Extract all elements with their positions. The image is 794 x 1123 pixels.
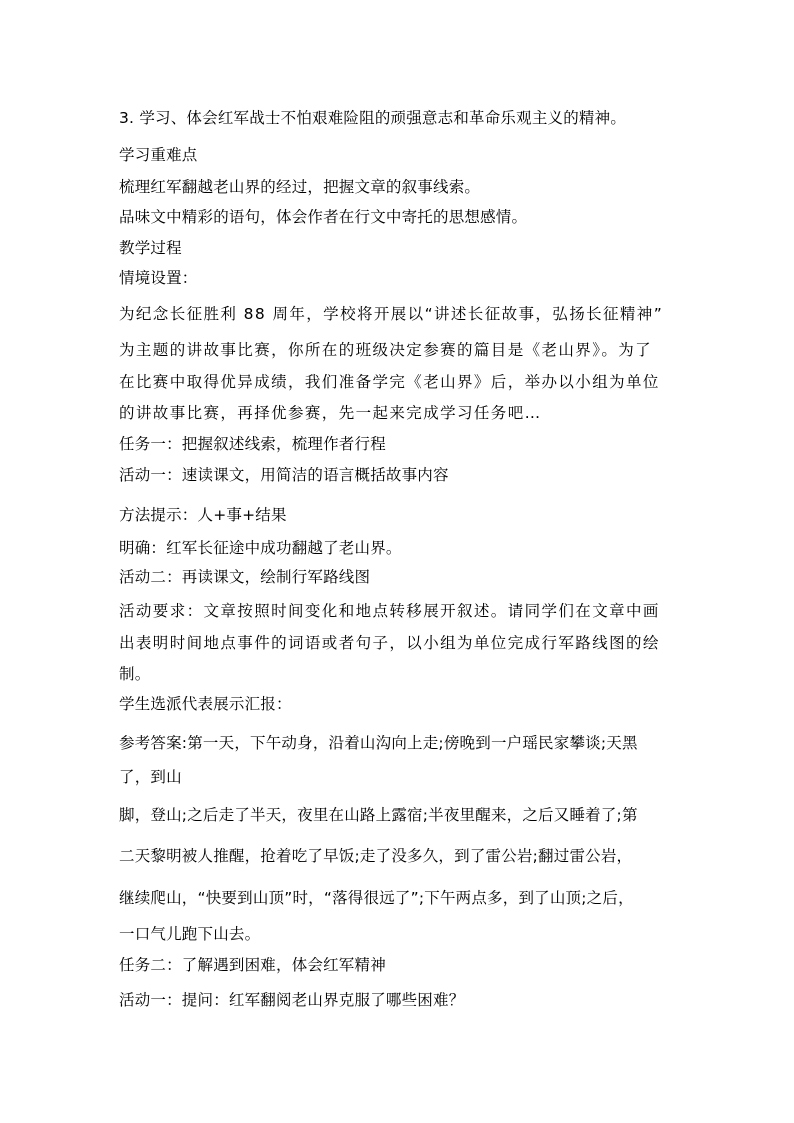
activity-requirement-line-1: 活动要求：文章按照时间变化和地点转移展开叙述。请同学们在文章中画 bbox=[119, 602, 660, 620]
task-2-heading: 任务二：了解遇到困难，体会红军精神 bbox=[119, 956, 386, 974]
scenario-paragraph-line-4: 的讲故事比赛，再择优参赛，先一起来完成学习任务吧… bbox=[119, 404, 542, 422]
reference-answer-line-1: 参考答案:第一天，下午动身，沿着山沟向上走;傍晚到一户瑶民家攀谈;天黑 bbox=[119, 734, 638, 752]
reference-answer-line-6: 一口气儿跑下山去。 bbox=[119, 925, 261, 943]
activity-2-text: 活动二：再读课文，绘制行军路线图 bbox=[119, 568, 371, 586]
reference-answer-line-4: 二天黎明被人推醒，抢着吃了早饭;走了没多久，到了雷公岩;翻过雷公岩， bbox=[119, 847, 633, 865]
teaching-process-heading: 教学过程 bbox=[119, 239, 182, 257]
reference-answer-line-5: 继续爬山，“快要到山顶”时，“落得很远了”;下午两点多，到了山顶;之后， bbox=[119, 889, 634, 907]
goal-3-text: 3. 学习、体会红军战士不怕艰难险阻的顽强意志和革命乐观主义的精神。 bbox=[119, 109, 627, 127]
activity-requirement-line-2: 出表明时间地点事件的词语或者句子，以小组为单位完成行军路线图的绘 bbox=[119, 634, 660, 652]
key-point-1: 梳理红军翻越老山界的经过，把握文章的叙事线索。 bbox=[119, 178, 481, 196]
method-hint-text: 方法提示：人+事+结果 bbox=[119, 506, 287, 524]
activity-1-text: 活动一：速读课文，用简洁的语言概括故事内容 bbox=[119, 466, 449, 484]
scenario-paragraph-line-2: 为主题的讲故事比赛，你所在的班级决定参赛的篇目是《老山界》。为了 bbox=[119, 341, 653, 359]
scenario-paragraph-line-3: 在比赛中取得优异成绩，我们准备学完《老山界》后，举办以小组为单位 bbox=[119, 373, 660, 391]
reference-answer-line-3: 脚，登山;之后走了半天，夜里在山路上露宿;半夜里醒来，之后又睡着了;第 bbox=[119, 806, 638, 824]
scenario-paragraph-line-1: 为纪念长征胜利 88 周年，学校将开展以“讲述长征故事，弘扬长征精神” bbox=[119, 305, 664, 323]
key-points-heading: 学习重难点 bbox=[119, 146, 198, 164]
task-1-heading: 任务一：把握叙述线索，梳理作者行程 bbox=[119, 435, 386, 453]
clarification-text: 明确：红军长征途中成功翻越了老山界。 bbox=[119, 539, 402, 557]
student-report-heading: 学生选派代表展示汇报： bbox=[119, 695, 292, 713]
task-2-activity-1-text: 活动一：提问：红军翻阅老山界克服了哪些困难？ bbox=[119, 991, 465, 1009]
scenario-heading: 情境设置： bbox=[119, 269, 198, 287]
reference-answer-line-2: 了，到山 bbox=[119, 768, 182, 786]
key-point-2: 品味文中精彩的语句，体会作者在行文中寄托的思想感情。 bbox=[119, 208, 528, 226]
activity-requirement-line-3: 制。 bbox=[119, 665, 151, 683]
